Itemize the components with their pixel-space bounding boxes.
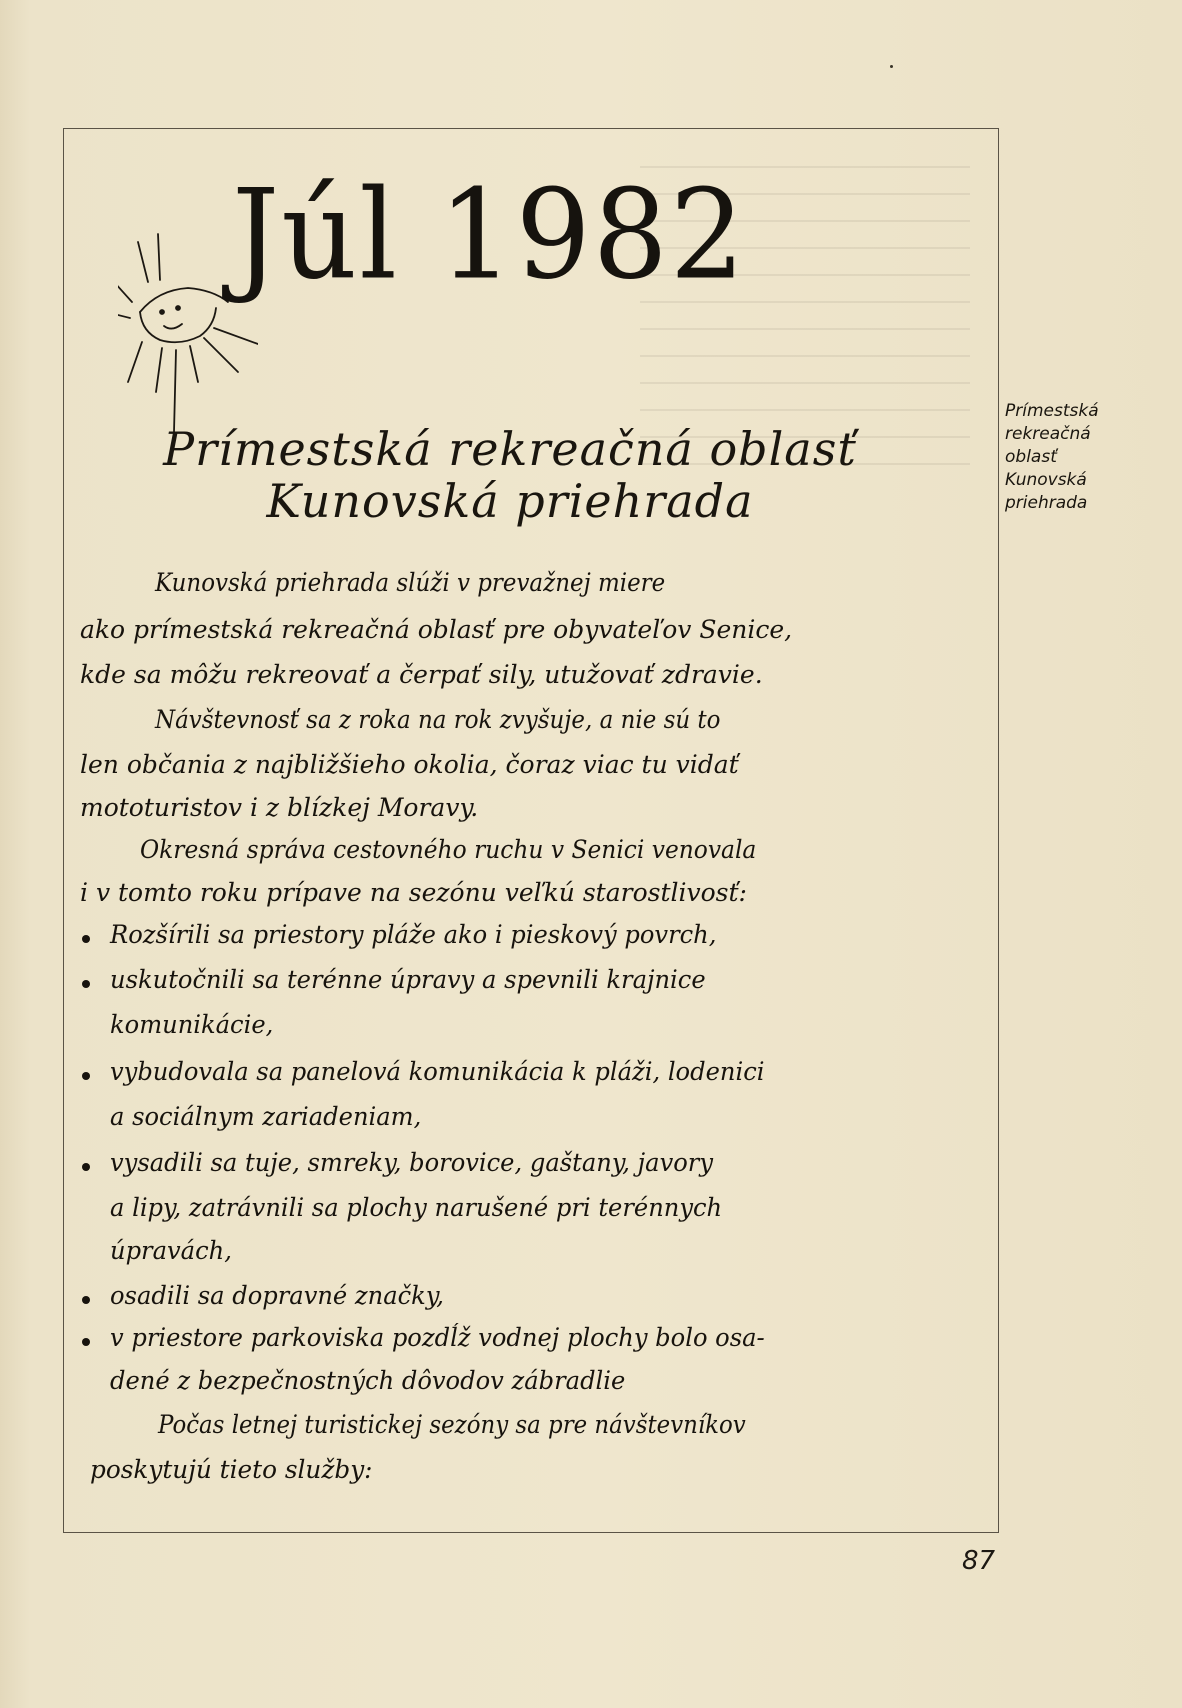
bullet-item: uskutočnili sa terénne úpravy a spevnili krajnice (110, 965, 706, 994)
bullet-item: Rozšírili sa priestory pláže ako i pieskový povrch, (110, 920, 717, 949)
body-line: poskytujú tieto služby: (90, 1455, 373, 1484)
bullet-item-continuation: komunikácie, (110, 1010, 274, 1039)
body-line: ako prímestská rekreačná oblasť pre obyvateľov Senice, (80, 615, 793, 644)
body-line: Návštevnosť sa z roka na rok zvyšuje, a nie sú to (155, 705, 721, 734)
page-title: Júl 1982 (232, 162, 747, 307)
page-number: 87 (962, 1546, 996, 1576)
bullet-item: osadili sa dopravné značky, (110, 1281, 444, 1310)
bullet-item-continuation: a lipy, zatrávnili sa plochy narušené pri terénnych (110, 1193, 723, 1222)
bullet-item: vybudovala sa panelová komunikácia k pláži, lodenici (110, 1057, 765, 1086)
body-line: Okresná správa cestovného ruchu v Senici venovala (140, 835, 757, 864)
paper-speck (890, 65, 893, 68)
body-line: Kunovská priehrada slúži v prevažnej miere (155, 568, 666, 597)
margin-note-line: oblasť (1005, 447, 1057, 467)
body-line: kde sa môžu rekreovať a čerpať sily, utužovať zdravie. (80, 660, 763, 689)
margin-note (1005, 400, 1175, 515)
section-heading-line2: Kunovská priehrada (266, 474, 754, 528)
bullet-marker (82, 1163, 90, 1171)
body-line: len občania z najbližšieho okolia, čoraz viac tu vidať (80, 750, 739, 779)
margin-note-line: Prímestská (1005, 401, 1099, 421)
bullet-marker (82, 1296, 90, 1304)
margin-note-line: priehrada (1005, 493, 1088, 513)
body-line: mototuristov i z blízkej Moravy. (80, 793, 479, 822)
section-heading-line1: Prímestská rekreačná oblasť (163, 422, 857, 476)
bullet-marker (82, 1338, 90, 1346)
bullet-item-continuation: dené z bezpečnostných dôvodov zábradlie (110, 1366, 626, 1395)
body-line: Počas letnej turistickej sezóny sa pre návštevníkov (158, 1410, 746, 1439)
bullet-item-continuation: úpravách, (110, 1236, 232, 1265)
body-line: i v tomto roku prípave na sezónu veľkú starostlivosť: (80, 878, 747, 907)
margin-note-line: Kunovská (1005, 470, 1087, 490)
bullet-item: vysadili sa tuje, smreky, borovice, gaštany, javory (110, 1148, 714, 1177)
bullet-item-continuation: a sociálnym zariadeniam, (110, 1102, 422, 1131)
margin-note-line: rekreačná (1005, 424, 1091, 444)
bullet-marker (82, 980, 90, 988)
bullet-marker (82, 935, 90, 943)
bullet-item: v priestore parkoviska pozdĺž vodnej plochy bolo osa- (110, 1323, 765, 1352)
bullet-marker (82, 1072, 90, 1080)
